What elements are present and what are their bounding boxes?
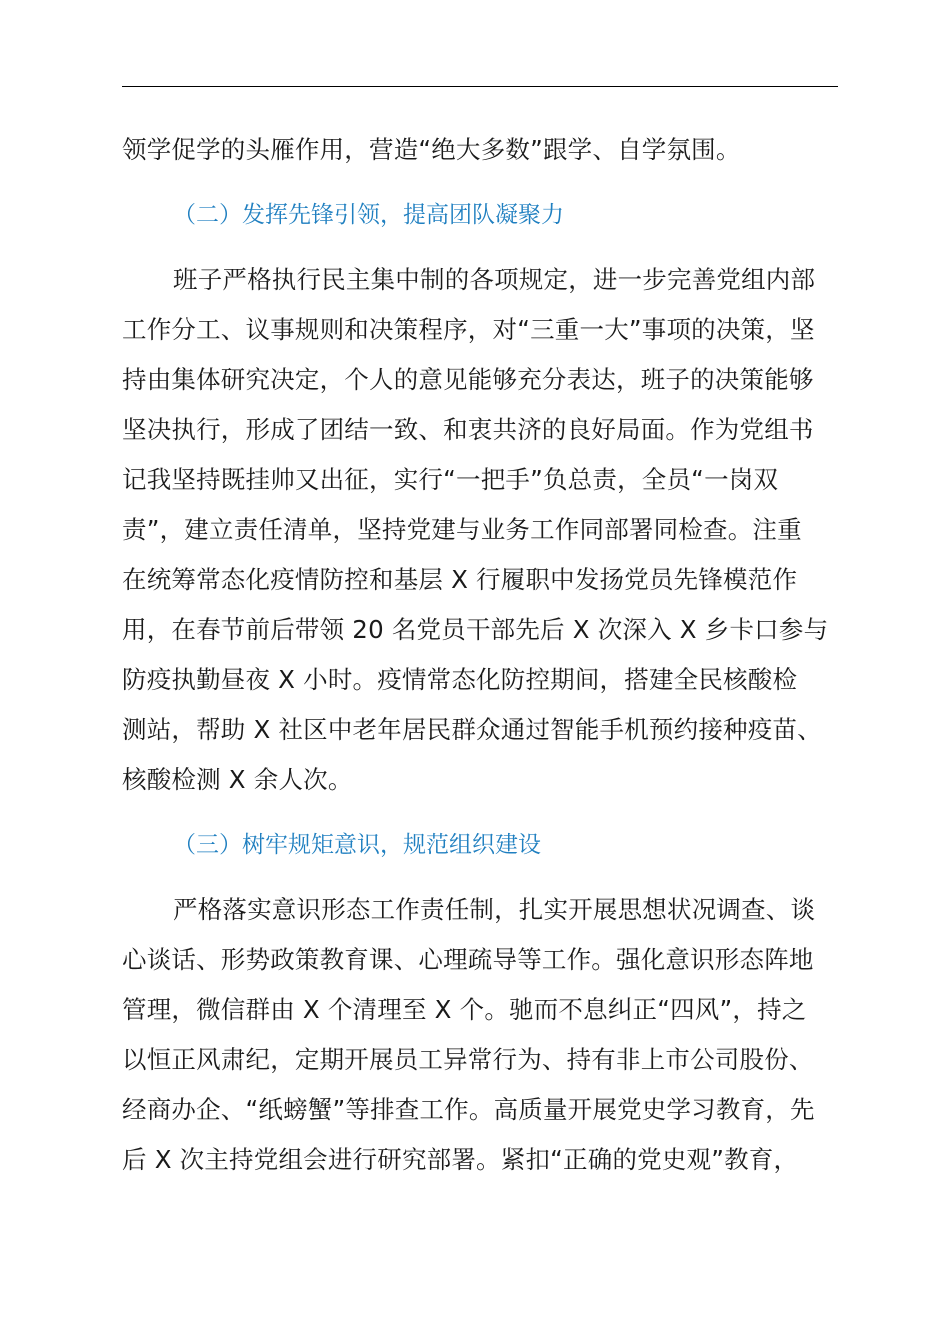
body-line: 记我坚持既挂帅又出征，实行“一把手”负总责，全员“一岗双 (122, 465, 779, 494)
body-line: 经商办企、“纸螃蟹”等排查工作。高质量开展党史学习教育，先 (122, 1095, 815, 1124)
body-line: 严格落实意识形态工作责任制，扎实开展思想状况调查、谈 (173, 895, 816, 924)
section-heading: （三）树牢规矩意识，规范组织建设 (173, 832, 541, 858)
body-line: 持由集体研究决定，个人的意见能够充分表达，班子的决策能够 (122, 365, 814, 394)
section-heading: （二）发挥先锋引领，提高团队凝聚力 (173, 202, 564, 228)
body-line: 班子严格执行民主集中制的各项规定，进一步完善党组内部 (173, 265, 816, 294)
body-line: 领学促学的头雁作用，营造“绝大多数”跟学、自学氛围。 (122, 135, 741, 164)
body-line: 防疫执勤昼夜 X 小时。疫情常态化防控期间，搭建全民核酸检 (122, 665, 798, 694)
body-line: 测站，帮助 X 社区中老年居民群众通过智能手机预约接种疫苗、 (122, 715, 822, 744)
body-line: 管理，微信群由 X 个清理至 X 个。驰而不息纠正“四风”，持之 (122, 995, 807, 1024)
body-line: 坚决执行，形成了团结一致、和衷共济的良好局面。作为党组书 (122, 415, 814, 444)
header-rule (122, 86, 838, 87)
body-line: 在统筹常态化疫情防控和基层 X 行履职中发扬党员先锋模范作 (122, 565, 798, 594)
body-line: 工作分工、议事规则和决策程序，对“三重一大”事项的决策，坚 (122, 315, 815, 344)
body-line: 核酸检测 X 余人次。 (122, 765, 353, 794)
body-line: 心谈话、形势政策教育课、心理疏导等工作。强化意识形态阵地 (122, 945, 814, 974)
body-line: 后 X 次主持党组会进行研究部署。紧扣“正确的党史观”教育， (122, 1145, 799, 1174)
body-line: 用，在春节前后带领 20 名党员干部先后 X 次深入 X 乡卡口参与 (122, 615, 829, 644)
body-line: 责”，建立责任清单，坚持党建与业务工作同部署同检查。注重 (122, 515, 802, 544)
body-line: 以恒正风肃纪，定期开展员工异常行为、持有非上市公司股份、 (122, 1045, 814, 1074)
